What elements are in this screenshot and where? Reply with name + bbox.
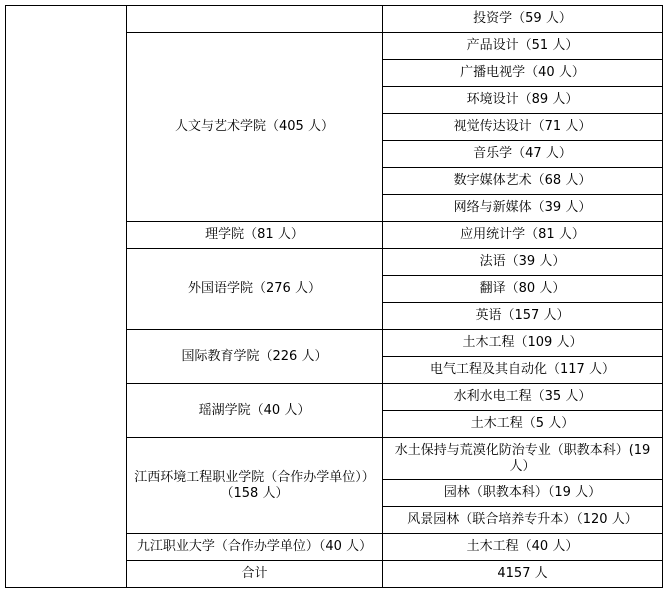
- major-cell: 音乐学（47 人）: [383, 141, 663, 168]
- major-cell: 土木工程（40 人）: [383, 534, 663, 561]
- college-cell: 人文与艺术学院（405 人）: [127, 33, 383, 222]
- major-cell: 风景园林（联合培养专升本）（120 人）: [383, 507, 663, 534]
- total-value: 4157 人: [383, 561, 663, 588]
- major-cell: 网络与新媒体（39 人）: [383, 195, 663, 222]
- major-cell: 法语（39 人）: [383, 249, 663, 276]
- college-cell: 外国语学院（276 人）: [127, 249, 383, 330]
- major-cell: 电气工程及其自动化（117 人）: [383, 357, 663, 384]
- major-cell: 应用统计学（81 人）: [383, 222, 663, 249]
- major-cell: 广播电视学（40 人）: [383, 60, 663, 87]
- college-cell: [127, 6, 383, 33]
- enrollment-table: [5, 5, 663, 588]
- college-cell: 江西环境工程职业学院（合作办学单位））（158 人）: [127, 438, 383, 534]
- major-cell: 园林（职教本科）（19 人）: [383, 480, 663, 507]
- college-cell: 瑶湖学院（40 人）: [127, 384, 383, 438]
- total-label: 合计: [127, 561, 383, 588]
- major-cell: 数字媒体艺术（68 人）: [383, 168, 663, 195]
- table-row: [6, 6, 663, 33]
- major-cell: 土木工程（109 人）: [383, 330, 663, 357]
- college-cell: 九江职业大学（合作办学单位）（40 人）: [127, 534, 383, 561]
- major-cell: 土木工程（5 人）: [383, 411, 663, 438]
- college-cell: 理学院（81 人）: [127, 222, 383, 249]
- major-cell: 水土保持与荒漠化防治专业（职教本科）(19 人）: [383, 438, 663, 480]
- major-cell: 产品设计（51 人）: [383, 33, 663, 60]
- college-cell: 国际教育学院（226 人）: [127, 330, 383, 384]
- major-cell: 视觉传达设计（71 人）: [383, 114, 663, 141]
- leading-blank-cell: [6, 6, 127, 588]
- major-cell: 翻译（80 人）: [383, 276, 663, 303]
- major-cell: 英语（157 人）: [383, 303, 663, 330]
- major-cell: 水利水电工程（35 人）: [383, 384, 663, 411]
- major-cell: 投资学（59 人）: [383, 6, 663, 33]
- major-cell: 环境设计（89 人）: [383, 87, 663, 114]
